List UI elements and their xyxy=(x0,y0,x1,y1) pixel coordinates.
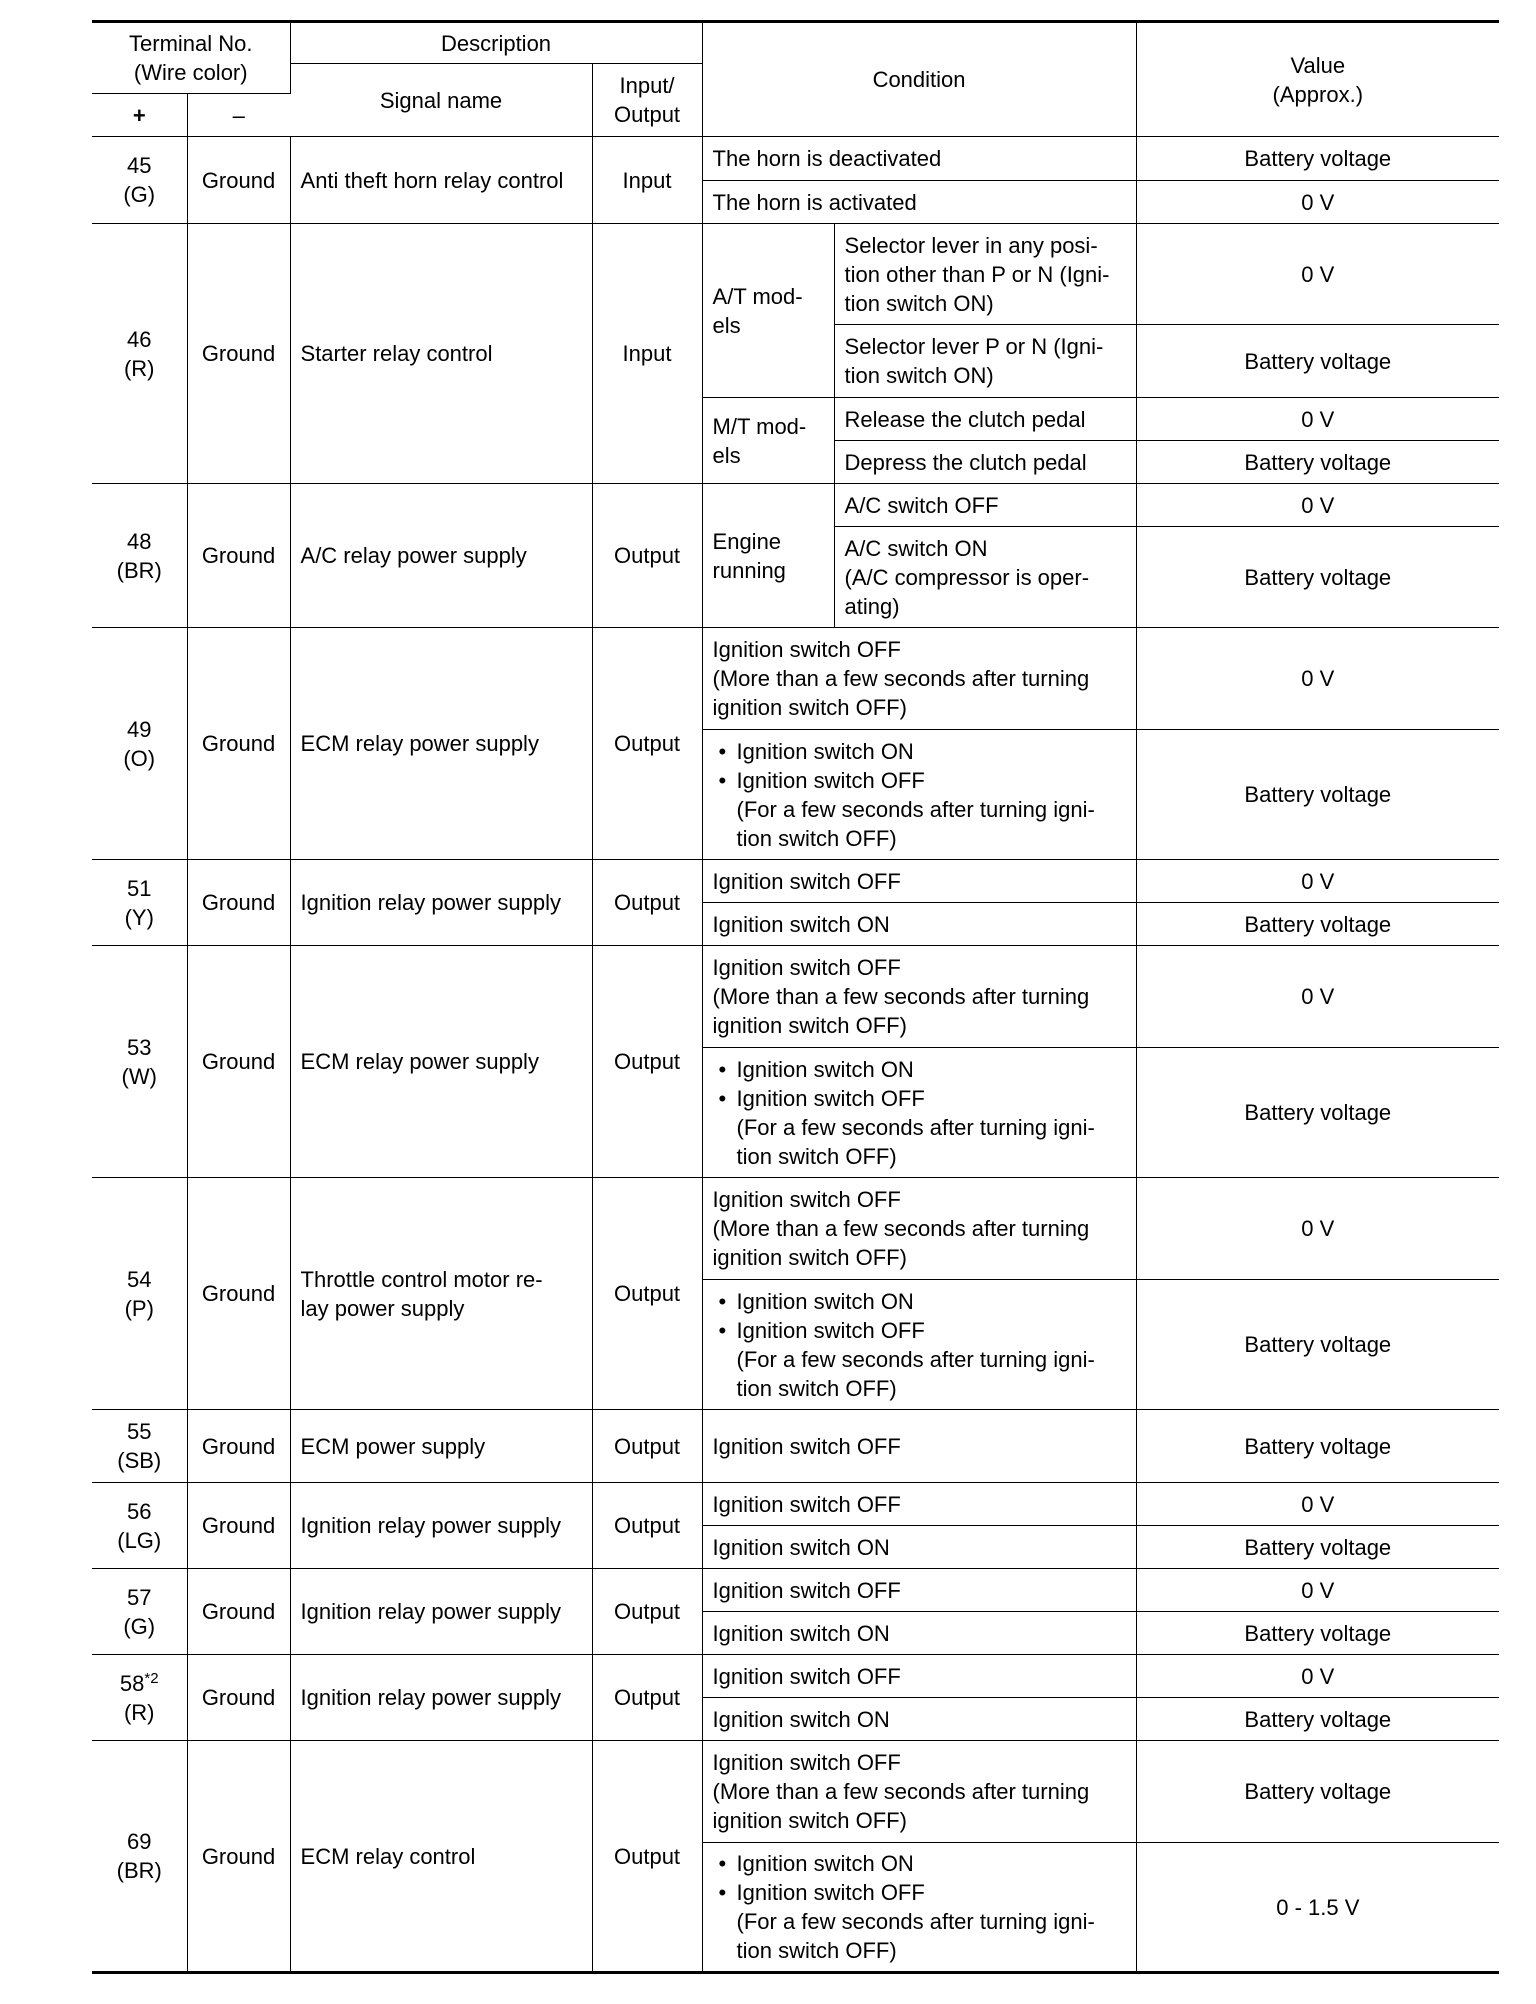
ground-cell: Ground xyxy=(187,628,290,860)
signal-name-cell: ECM relay control xyxy=(290,1741,592,1973)
list-item: • Ignition switch OFF xyxy=(737,1878,1126,1907)
table-row xyxy=(92,1569,1499,1612)
condition-cell: A/C switch ON (A/C compressor is oper- ating) xyxy=(834,527,1136,628)
io-cell: Output xyxy=(592,1483,702,1569)
wire-color: (G) xyxy=(123,182,156,207)
list-item: • Ignition switch OFF xyxy=(737,1084,1126,1113)
terminal-number: 55 xyxy=(127,1419,152,1444)
terminal-number: 51 xyxy=(127,875,152,901)
value-cell: Battery voltage xyxy=(1136,441,1499,484)
value-cell: 0 - 1.5 V xyxy=(1136,1843,1499,1973)
io-header: Input/ Output xyxy=(592,64,702,137)
wire-color: (SB) xyxy=(117,1448,162,1473)
table-row xyxy=(92,946,1499,1048)
table-row xyxy=(92,628,1499,730)
condition-cell: Ignition switch OFF (More than a few seconds after turning ignition switch OFF) xyxy=(702,628,1136,730)
signal-name-cell: Ignition relay power supply xyxy=(290,1655,592,1741)
value-header: Value (Approx.) xyxy=(1136,22,1499,137)
value-cell: 0 V xyxy=(1136,398,1499,441)
footnote-marker: *2 xyxy=(144,1669,159,1687)
terminal-cell xyxy=(92,224,187,484)
wire-color: (BR) xyxy=(116,1858,162,1883)
value-cell: Battery voltage xyxy=(1136,1410,1499,1483)
signal-name-cell: Ignition relay power supply xyxy=(290,1569,592,1655)
terminal-cell xyxy=(92,1741,187,1973)
ground-cell: Ground xyxy=(187,1655,290,1741)
value-cell: 0 V xyxy=(1136,181,1499,224)
ground-cell: Ground xyxy=(187,1483,290,1569)
value-cell: Battery voltage xyxy=(1136,137,1499,181)
condition-group-cell: A/T mod- els xyxy=(702,224,834,398)
terminal-cell xyxy=(92,137,187,224)
condition-cell xyxy=(702,730,1136,860)
terminal-cell xyxy=(92,1569,187,1655)
signal-name-cell: Throttle control motor re- lay power supply xyxy=(290,1178,592,1410)
io-cell: Output xyxy=(592,946,702,1178)
condition-header: Condition xyxy=(702,22,1136,137)
condition-note: (For a few seconds after turning igni- tion switch OFF) xyxy=(736,1114,1095,1169)
condition-cell: Ignition switch OFF xyxy=(702,1655,1136,1698)
value-cell: Battery voltage xyxy=(1136,325,1499,398)
minus-header: – xyxy=(187,94,290,137)
value-cell: Battery voltage xyxy=(1136,1698,1499,1741)
condition-cell: Ignition switch OFF xyxy=(702,1483,1136,1526)
condition-cell: A/C switch OFF xyxy=(834,484,1136,527)
condition-cell: Ignition switch OFF xyxy=(702,860,1136,903)
value-cell: Battery voltage xyxy=(1136,1741,1499,1843)
terminal-number: 56 xyxy=(127,1498,152,1524)
condition-cell: Ignition switch OFF (More than a few seconds after turning ignition switch OFF) xyxy=(702,946,1136,1048)
io-cell: Output xyxy=(592,1410,702,1483)
terminal-cell xyxy=(92,1655,187,1741)
io-cell: Output xyxy=(592,628,702,860)
ground-cell: Ground xyxy=(187,484,290,628)
signal-name-cell: A/C relay power supply xyxy=(290,484,592,628)
terminal-cell xyxy=(92,946,187,1178)
ground-cell: Ground xyxy=(187,1178,290,1410)
condition-cell: Selector lever in any posi- tion other than P or N (Igni- tion switch ON) xyxy=(834,224,1136,325)
terminal-number: 49 xyxy=(127,716,152,742)
io-cell: Output xyxy=(592,1178,702,1410)
terminal-cell xyxy=(92,1483,187,1569)
terminal-cell xyxy=(92,484,187,628)
ground-cell: Ground xyxy=(187,137,290,224)
condition-cell: Ignition switch ON xyxy=(702,1526,1136,1569)
wire-color: (G) xyxy=(123,1613,156,1639)
value-cell: 0 V xyxy=(1136,860,1499,903)
value-cell: 0 V xyxy=(1136,946,1499,1048)
terminal-cell xyxy=(92,860,187,946)
condition-note: (For a few seconds after turning igni- tion switch OFF) xyxy=(736,796,1095,851)
condition-cell: Ignition switch ON xyxy=(702,1698,1136,1741)
terminal-number: 45 xyxy=(127,153,152,178)
signal-name-cell: ECM power supply xyxy=(290,1410,592,1483)
signal-name-cell: ECM relay power supply xyxy=(290,946,592,1178)
plus-header: + xyxy=(92,94,187,137)
value-cell: 0 V xyxy=(1136,1569,1499,1612)
table-row xyxy=(92,1410,1499,1483)
list-item: • Ignition switch ON xyxy=(737,737,1126,766)
condition-cell xyxy=(702,1048,1136,1178)
condition-group-cell: M/T mod- els xyxy=(702,398,834,484)
table-row xyxy=(92,1655,1499,1698)
condition-list xyxy=(713,1849,1126,1907)
condition-cell xyxy=(702,1280,1136,1410)
condition-cell: Release the clutch pedal xyxy=(834,398,1136,441)
terminal-number: 48 xyxy=(127,528,152,554)
io-cell: Output xyxy=(592,860,702,946)
table-row xyxy=(92,860,1499,903)
condition-list xyxy=(713,737,1126,795)
description-header: Description xyxy=(290,22,702,64)
header-row-1 xyxy=(92,22,1499,64)
signal-name-cell: ECM relay power supply xyxy=(290,628,592,860)
ground-cell: Ground xyxy=(187,860,290,946)
wire-color: (BR) xyxy=(116,557,162,583)
condition-cell: The horn is deactivated xyxy=(702,137,1136,181)
condition-cell: Ignition switch ON xyxy=(702,1612,1136,1655)
io-cell: Input xyxy=(592,137,702,224)
condition-cell: Depress the clutch pedal xyxy=(834,441,1136,484)
value-cell: 0 V xyxy=(1136,224,1499,325)
condition-cell: Ignition switch OFF xyxy=(702,1410,1136,1483)
terminal-number: 46 xyxy=(127,326,152,352)
condition-cell: Ignition switch OFF xyxy=(702,1569,1136,1612)
value-cell: Battery voltage xyxy=(1136,730,1499,860)
terminal-number: 53 xyxy=(127,1034,152,1060)
condition-cell xyxy=(702,1843,1136,1973)
value-cell: 0 V xyxy=(1136,484,1499,527)
terminal-cell xyxy=(92,1410,187,1483)
wire-color: (P) xyxy=(124,1295,154,1321)
terminal-spec-sheet xyxy=(92,20,1499,1974)
terminal-cell xyxy=(92,1178,187,1410)
table-row xyxy=(92,1483,1499,1526)
table-row xyxy=(92,1741,1499,1843)
terminal-cell xyxy=(92,628,187,860)
wire-color: (W) xyxy=(121,1063,157,1089)
list-item: • Ignition switch ON xyxy=(737,1849,1126,1878)
value-cell: Battery voltage xyxy=(1136,1526,1499,1569)
condition-cell: Selector lever P or N (Igni- tion switch ON) xyxy=(834,325,1136,398)
table-row xyxy=(92,484,1499,527)
ground-cell: Ground xyxy=(187,946,290,1178)
ground-cell: Ground xyxy=(187,1741,290,1973)
terminal-number: 58 xyxy=(119,1670,145,1696)
table-row xyxy=(92,137,1499,181)
value-cell: 0 V xyxy=(1136,1483,1499,1526)
condition-note: (For a few seconds after turning igni- tion switch OFF) xyxy=(736,1909,1095,1963)
list-item: • Ignition switch ON xyxy=(737,1287,1126,1316)
list-item: • Ignition switch ON xyxy=(737,1055,1126,1084)
signal-name-header: Signal name xyxy=(290,64,592,137)
io-cell: Output xyxy=(592,1655,702,1741)
io-cell: Output xyxy=(592,484,702,628)
value-cell: 0 V xyxy=(1136,628,1499,730)
terminal-table xyxy=(92,20,1499,1974)
condition-cell: The horn is activated xyxy=(702,181,1136,224)
value-cell: Battery voltage xyxy=(1136,1048,1499,1178)
condition-note: (For a few seconds after turning igni- tion switch OFF) xyxy=(736,1346,1095,1401)
value-cell: 0 V xyxy=(1136,1178,1499,1280)
table-row xyxy=(92,1178,1499,1280)
wire-color: (LG) xyxy=(117,1527,162,1553)
value-cell: 0 V xyxy=(1136,1655,1499,1698)
condition-list xyxy=(713,1287,1126,1345)
value-cell: Battery voltage xyxy=(1136,527,1499,628)
signal-name-cell: Ignition relay power supply xyxy=(290,1483,592,1569)
condition-cell: Ignition switch OFF (More than a few seconds after turning ignition switch OFF) xyxy=(702,1178,1136,1280)
ground-cell: Ground xyxy=(187,1569,290,1655)
ground-cell: Ground xyxy=(187,1410,290,1483)
wire-color: (R) xyxy=(123,1699,155,1725)
io-cell: Input xyxy=(592,224,702,484)
io-cell: Output xyxy=(592,1741,702,1973)
signal-name-cell: Anti theft horn relay control xyxy=(290,137,592,224)
wire-color: (Y) xyxy=(124,904,154,930)
value-cell: Battery voltage xyxy=(1136,1280,1499,1410)
value-cell: Battery voltage xyxy=(1136,1612,1499,1655)
signal-name-cell: Starter relay control xyxy=(290,224,592,484)
condition-cell: Ignition switch ON xyxy=(702,903,1136,946)
list-item: • Ignition switch OFF xyxy=(737,766,1126,795)
terminal-number: 57 xyxy=(127,1584,152,1610)
condition-group-cell: Engine running xyxy=(702,484,834,628)
signal-name-cell: Ignition relay power supply xyxy=(290,860,592,946)
condition-list xyxy=(713,1055,1126,1113)
list-item: • Ignition switch OFF xyxy=(737,1316,1126,1345)
value-cell: Battery voltage xyxy=(1136,903,1499,946)
io-cell: Output xyxy=(592,1569,702,1655)
table-row xyxy=(92,224,1499,325)
wire-color: (O) xyxy=(123,745,156,771)
terminal-number: 54 xyxy=(127,1266,152,1292)
wire-color: (R) xyxy=(123,355,155,381)
ground-cell: Ground xyxy=(187,224,290,484)
terminal-header: Terminal No. (Wire color) xyxy=(92,22,290,94)
terminal-number: 69 xyxy=(127,1829,152,1854)
condition-cell: Ignition switch OFF (More than a few seconds after turning ignition switch OFF) xyxy=(702,1741,1136,1843)
